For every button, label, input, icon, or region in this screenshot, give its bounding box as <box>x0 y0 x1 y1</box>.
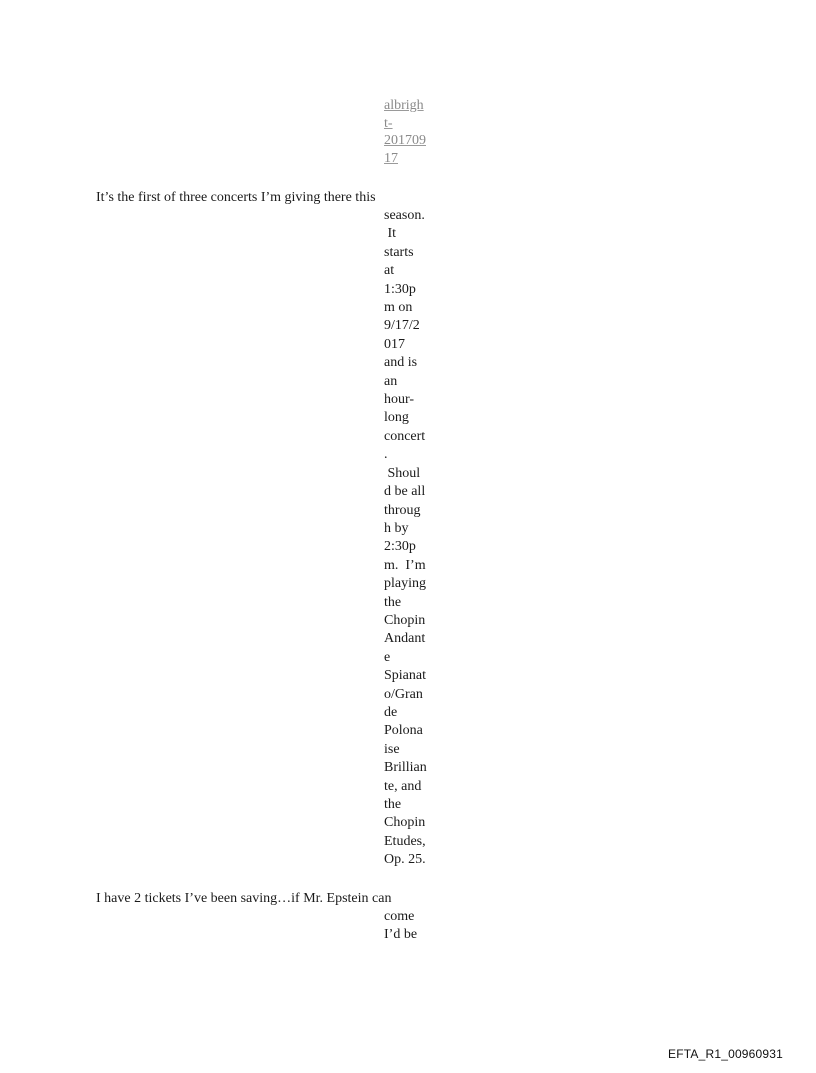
text-line: hour- <box>384 392 415 408</box>
text-line: Op. 25. <box>384 852 426 868</box>
text-line: long <box>384 410 409 426</box>
paragraph-1-lead: It’s the first of three concerts I’m giving there this <box>96 190 376 205</box>
albright-link[interactable] <box>384 97 444 167</box>
text-line: Brillian <box>384 760 427 776</box>
text-line: 9/17/2 <box>384 318 420 334</box>
text-line: Polona <box>384 723 423 739</box>
text-line: 1:30p <box>384 281 416 297</box>
text-line: Shoul <box>384 465 421 481</box>
text-line: come <box>384 909 415 924</box>
text-line: Chopin <box>384 815 426 831</box>
text-line: Andant <box>384 631 426 647</box>
document-id: EFTA_R1_00960931 <box>668 1047 784 1061</box>
text-line: season. <box>384 208 425 223</box>
paragraph-2-column <box>384 908 440 945</box>
text-line: m on <box>384 300 413 316</box>
link-line[interactable]: t- <box>384 115 393 131</box>
text-line: o/Gran <box>384 686 423 702</box>
text-line: Etudes, <box>384 833 426 849</box>
text-line: It <box>384 226 397 242</box>
text-line: the <box>384 594 402 610</box>
link-line[interactable]: 201709 <box>384 133 426 148</box>
text-line: de <box>384 704 398 720</box>
text-line: I’d be <box>384 927 418 943</box>
text-line: te, and <box>384 778 422 794</box>
text-line: 017 <box>384 336 405 352</box>
paragraph-2-lead: I have 2 tickets I’ve been saving…if Mr. Epstein can <box>96 891 392 906</box>
text-line: and is <box>384 355 418 371</box>
text-line: ise <box>384 741 400 757</box>
text-line: h by <box>384 520 409 536</box>
text-line: at <box>384 263 395 279</box>
text-line: playing <box>384 576 426 592</box>
text-line: 2:30p <box>384 539 416 555</box>
text-line: d be all <box>384 484 426 500</box>
link-line[interactable]: 17 <box>384 150 398 166</box>
text-line: e <box>384 649 391 665</box>
text-line: m. I’m <box>384 557 426 573</box>
text-line: throug <box>384 502 421 518</box>
text-line: the <box>384 797 402 812</box>
link-line[interactable]: albrigh <box>384 98 424 113</box>
text-line: starts <box>384 244 414 260</box>
text-line: concert <box>384 428 426 444</box>
paragraph-1-column <box>384 207 440 870</box>
text-line: an <box>384 373 398 389</box>
text-line: Chopin <box>384 612 426 628</box>
text-line: . <box>384 447 388 463</box>
text-line: Spianat <box>384 668 426 684</box>
